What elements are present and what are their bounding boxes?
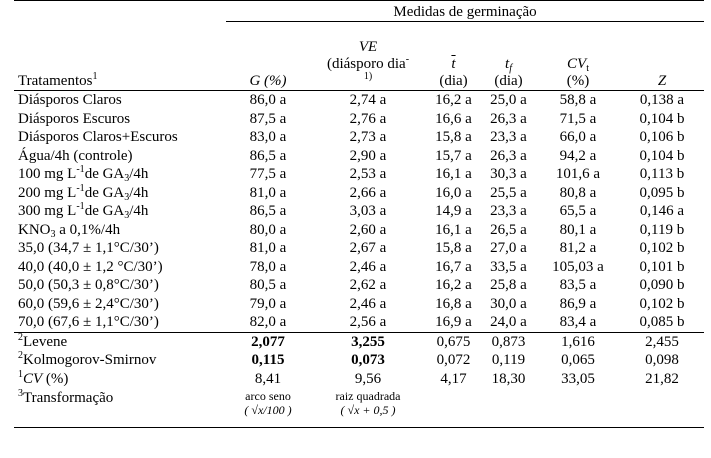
- cell-ve: 2,60 a: [349, 221, 387, 238]
- table-row: [14, 147, 704, 166]
- treatment-label: 50,0 (50,3 ± 0,8°C/30’): [18, 277, 159, 293]
- col-header-t-mean: t (dia): [426, 22, 481, 91]
- cell-t: 16,9 a: [435, 314, 472, 330]
- cell-g: 86,5 a: [249, 203, 287, 219]
- col-header-tf: $t_f$ (dia): [481, 22, 536, 91]
- cell-t: 15,8 a: [435, 129, 472, 145]
- treatment-label: $KNO_3$ a 0,1%/4h: [18, 221, 121, 240]
- cell-z: 0,098: [645, 352, 679, 368]
- cell-g: 81,0 a: [249, 184, 287, 201]
- cell-cvt: 66,0 a: [559, 129, 597, 145]
- cell-cvt: 1,616: [536, 332, 620, 351]
- cell-cvt: 80,1 a: [559, 221, 597, 238]
- cell-g: 86,5 a: [249, 147, 287, 164]
- treatment-label: 200 mg $L^{-1}de$ $GA_3/4h$: [18, 182, 149, 203]
- cell-g: 78,0 a: [249, 258, 287, 275]
- cell-cvt: 58,8 a: [559, 92, 597, 108]
- cell-tf: 24,0 a: [490, 314, 527, 330]
- cell-z: 0,119 b: [639, 221, 685, 238]
- treatment-label: 35,0 (34,7 ± 1,1°C/30’): [18, 240, 159, 256]
- group-title: Medidas de germinação: [226, 1, 704, 22]
- cell-t: 4,17: [440, 370, 467, 387]
- cell-g: 82,0 a: [249, 314, 287, 330]
- treatment-label: 40,0 (40,0 ± 1,2 °C/30’): [18, 258, 163, 275]
- stat-label: $^2$Kolmogorov-Smirnov: [18, 350, 157, 368]
- cell-ve: 2,46 a: [349, 295, 387, 312]
- table-row: [14, 91, 704, 110]
- column-header-row: [14, 22, 704, 91]
- cell-ve: 2,73 a: [349, 129, 387, 145]
- cell-z: 21,82: [645, 370, 679, 387]
- cell-g: 80,5 a: [249, 277, 287, 293]
- cell-t: 15,8 a: [435, 240, 472, 256]
- cell-t: 16,1 a: [435, 221, 472, 238]
- table-row: [14, 276, 704, 295]
- cell-tf: 26,3 a: [490, 110, 527, 127]
- empty-cell: [620, 388, 704, 428]
- cell-g: 87,5 a: [249, 110, 287, 127]
- cell-cvt: 0,065: [561, 352, 595, 368]
- cell-t: 16,1 a: [435, 166, 472, 182]
- cell-ve: 0,073: [351, 352, 385, 368]
- table-row: [14, 258, 704, 277]
- cell-z: 0,146 a: [639, 203, 685, 219]
- cell-tf: 23,3 a: [490, 203, 527, 219]
- cell-t: 16,8 a: [435, 295, 472, 312]
- cell-ve: 3,255: [310, 332, 426, 351]
- cell-cvt: 86,9 a: [559, 295, 597, 312]
- cell-t: 0,072: [436, 352, 471, 368]
- table-row: [14, 295, 704, 314]
- cell-cvt: 33,05: [561, 370, 595, 387]
- treatment-label: 60,0 (59,6 ± 2,4°C/30’): [18, 295, 159, 312]
- cell-g: 8,41: [254, 370, 282, 387]
- cell-ve: 2,62 a: [349, 277, 387, 293]
- cell-ve: 2,66 a: [349, 184, 387, 201]
- cell-g: 80,0 a: [249, 221, 287, 238]
- table-row: [14, 202, 704, 221]
- cell-tf: 18,30: [491, 370, 526, 387]
- empty-cell: [481, 388, 536, 428]
- treatment-label: Diásporos Claros+Escuros: [18, 129, 178, 145]
- cell-cvt: 94,2 a: [559, 147, 597, 164]
- cell-cvt: 105,03 a: [552, 258, 604, 275]
- cell-t: 15,7 a: [435, 147, 472, 164]
- cell-cvt: 71,5 a: [559, 110, 597, 127]
- table-row: [14, 165, 704, 184]
- cell-cvt: 81,2 a: [559, 240, 597, 256]
- cell-g: 86,0 a: [249, 92, 287, 108]
- cell-g-transform: arco seno ( √x/100 ): [226, 388, 310, 428]
- cell-z: 0,104 b: [639, 110, 685, 127]
- treatment-label: 300 mg $L^{-1}de$ $GA_3/4h$: [18, 201, 149, 221]
- cell-g: 77,5 a: [249, 166, 287, 182]
- cell-ve: 2,76 a: [349, 110, 387, 127]
- treatment-label: 100 mg $L^{-1}de$ $GA_3/4h$: [18, 164, 149, 184]
- cell-tf: 33,5 a: [490, 258, 527, 275]
- table-row: [14, 110, 704, 129]
- cell-t: 16,6 a: [435, 110, 472, 127]
- cell-tf: 27,0 a: [490, 240, 527, 256]
- table-row: [14, 128, 704, 147]
- stat-label: $^2$Levene: [14, 332, 226, 351]
- cell-z: 0,095 b: [639, 184, 685, 201]
- stats-row-levene: [14, 332, 704, 351]
- cell-tf: 23,3 a: [490, 129, 527, 145]
- col-header-cvt: $CV_t$ (%): [536, 22, 620, 91]
- cell-g: 81,0 a: [249, 240, 287, 256]
- cell-ve: 2,46 a: [349, 258, 387, 275]
- cell-z: 0,104 b: [639, 147, 685, 164]
- table-row: [14, 184, 704, 203]
- table-row: [14, 221, 704, 240]
- cell-z: 0,085 b: [639, 314, 685, 330]
- cell-ve: 2,56 a: [349, 314, 387, 330]
- cell-t: 0,675: [426, 332, 481, 351]
- cell-tf: 25,0 a: [490, 92, 527, 108]
- cell-z: 0,090 b: [639, 277, 685, 293]
- cell-tf: 30,0 a: [490, 295, 527, 312]
- table-row: [14, 239, 704, 258]
- cell-g: 79,0 a: [249, 295, 287, 312]
- group-header-row: [14, 1, 704, 22]
- cell-ve: 2,74 a: [349, 92, 387, 108]
- cell-z: 0,113 b: [639, 166, 685, 182]
- col-header-z: Z: [620, 22, 704, 91]
- treatment-label: Diásporos Escuros: [18, 110, 131, 127]
- cell-tf: 25,5 a: [490, 184, 527, 201]
- cell-cvt: 101,6 a: [555, 166, 601, 182]
- empty-cell: [536, 388, 620, 428]
- cell-ve: 2,90 a: [349, 147, 387, 164]
- cell-cvt: 83,5 a: [559, 277, 597, 293]
- cell-t: 16,2 a: [435, 277, 472, 293]
- cell-z: 0,138 a: [639, 92, 685, 108]
- stats-row-ks: [14, 351, 704, 370]
- treatment-label: 70,0 (67,6 ± 1,1°C/30’): [18, 314, 159, 330]
- cell-tf: 0,119: [491, 352, 526, 368]
- cell-z: 0,106 b: [639, 129, 685, 145]
- cell-z: 2,455: [620, 332, 704, 351]
- cell-ve: 2,67 a: [349, 240, 387, 256]
- cell-cvt: 65,5 a: [559, 203, 597, 219]
- cell-tf: 30,3 a: [490, 166, 527, 182]
- cell-t: 16,0 a: [435, 184, 472, 201]
- cell-g: 0,115: [251, 352, 285, 368]
- cell-ve: 2,53 a: [349, 166, 387, 182]
- row-header-label: Tratamentos$^1$: [14, 22, 226, 91]
- empty-cell: [426, 388, 481, 428]
- stats-row-transform: [14, 388, 704, 428]
- cell-ve-transform: raiz quadrada ( √x + 0,5 ): [310, 388, 426, 428]
- blank-corner: [14, 1, 226, 22]
- cell-t: 14,9 a: [435, 203, 472, 219]
- stat-label: $^3$Transformação: [14, 388, 226, 428]
- cell-tf: 26,3 a: [490, 147, 527, 164]
- cell-tf: 25,8 a: [490, 277, 527, 293]
- cell-cvt: 83,4 a: [559, 314, 597, 330]
- treatment-label: Água/4h (controle): [18, 147, 133, 164]
- stat-label: $^1$CV (%): [18, 368, 69, 387]
- col-header-g: G (%): [226, 22, 310, 91]
- cell-tf: 26,5 a: [490, 221, 527, 238]
- cell-t: 16,7 a: [435, 258, 472, 275]
- cell-z: 0,102 b: [639, 295, 685, 312]
- stats-row-cv: [14, 370, 704, 389]
- treatment-label: Diásporos Claros: [18, 92, 122, 108]
- cell-g: 83,0 a: [249, 129, 287, 145]
- cell-ve: 9,56: [354, 370, 382, 387]
- cell-z: 0,102 b: [639, 240, 685, 256]
- cell-t: 16,2 a: [435, 92, 472, 108]
- germination-table: [14, 0, 704, 428]
- table-row: [14, 313, 704, 332]
- cell-tf: 0,873: [481, 332, 536, 351]
- cell-cvt: 80,8 a: [559, 184, 597, 201]
- cell-z: 0,101 b: [639, 258, 685, 275]
- col-header-ve: VE (diásporo dia- $^{1)}$: [310, 22, 426, 91]
- cell-ve: 3,03 a: [349, 203, 387, 219]
- cell-g: 2,077: [226, 332, 310, 351]
